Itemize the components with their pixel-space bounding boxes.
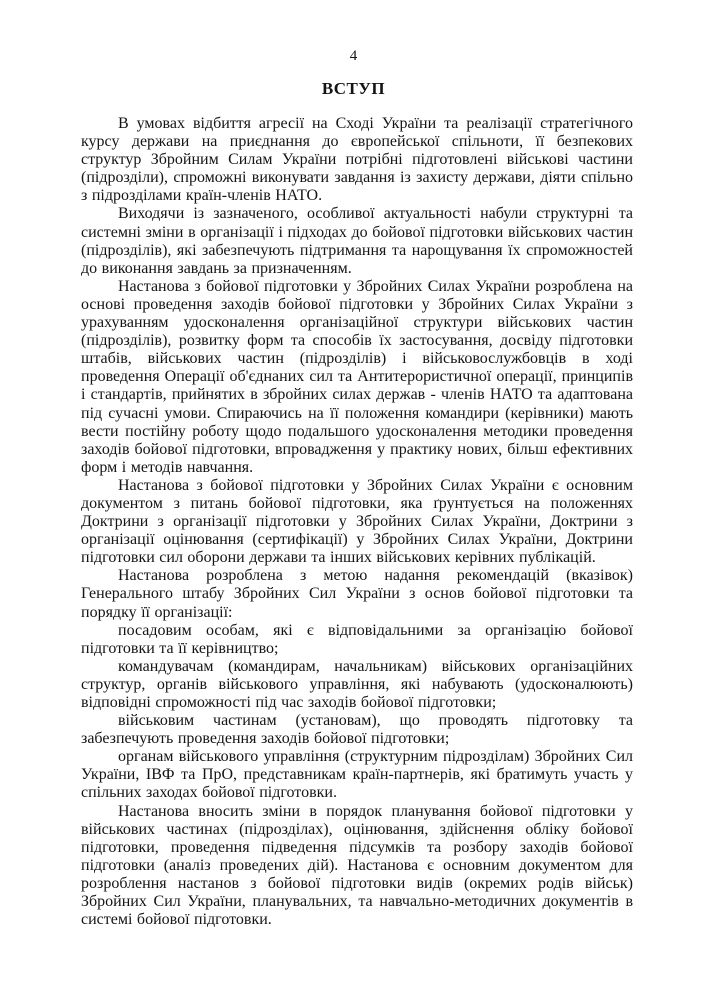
paragraph-1: В умовах відбиття агресії на Сході України та реалізації стратегічного курсу держави на приєднання до європейської спільноти, її безпекових структур Збройним Силам України потрібні підготовлені військові частини (підрозділи), спроможні виконувати завдання із захисту держави, діяти спільно з підрозділами країн-членів НАТО. [81,115,633,205]
paragraph-2: Виходячи із зазначеного, особливої актуальності набули структурні та системні зміни в організації і підходах до бойової підготовки військових частин (підрозділів), які забезпечують підтримання та нарощування їх спроможностей до виконання завдань за призначенням. [81,205,633,277]
paragraph-5: Настанова розроблена з метою надання рекомендацій (вказівок) Генерального штабу Збройних Сил України з основ бойової підготовки та порядку її організації: [81,567,633,621]
paragraph-4: Настанова з бойової підготовки у Збройних Силах України є основним документом з питань бойової підготовки, яка ґрунтується на положеннях Доктрини з організації підготовки у Збройних Силах України, Доктрини з організації оцінювання (сертифікації) у Збройних Силах України, Доктрини підготовки сил оборони держави та інших військових керівних публікацій. [81,476,633,567]
list-item-3: військовим частинам (установам), що проводять підготовку та забезпечують проведення заходів бойової підготовки; [81,712,633,748]
list-item-4: органам військового управління (структурним підрозділам) Збройних Сил України, ІВФ та ПрО, представникам країн-партнерів, які братимуть участь у спільних заходах бойової підготовки. [81,748,633,802]
paragraph-6: Настанова вносить зміни в порядок планування бойової підготовки у військових частинах (підрозділах), оцінювання, здійснення обліку бойової підготовки, проведення підведення підсумків та розбору заходів бойової підготовки (аналіз проведених дій). Настанова є основним документом для розроблення настанов з бойової підготовки видів (окремих родів військ) Збройних Сил України, планувальних, та навчально-методичних документів в системі бойової підготовки. [81,802,633,929]
list-item-2: командувачам (командирам, начальникам) військових організаційних структур, органів військового управління, які набувають (удосконалюють) відповідні спроможності під час заходів бойової підготовки; [81,657,633,711]
list-item-1: посадовим особам, які є відповідальними за організацію бойової підготовки та її керівництво; [81,621,633,657]
paragraph-3: Настанова з бойової підготовки у Збройних Силах України розроблена на основі проведення заходів бойової підготовки у Збройних Силах України з урахуванням удосконалення організаційної структури військових частин (підрозділів), розвитку форм та способів їх застосування, досвіду підготовки штабів, військових частин (підрозділів) і військовослужбовців в ході проведення Операції об'єднаних сил та Антитерористичної операції, принципів і стандартів, прийнятих в збройних силах держав - членів НАТО та адаптована під сучасні умови. Спираючись на її положення командири (керівники) мають вести постійну роботу щодо подальшого удосконалення методики проведення заходів бойової підготовки, впровадження у практику нових, більш ефективних форм і методів навчання. [81,277,633,476]
document-body [81,115,633,929]
section-title: ВСТУП [321,79,386,98]
page-number: 4 [349,48,358,64]
